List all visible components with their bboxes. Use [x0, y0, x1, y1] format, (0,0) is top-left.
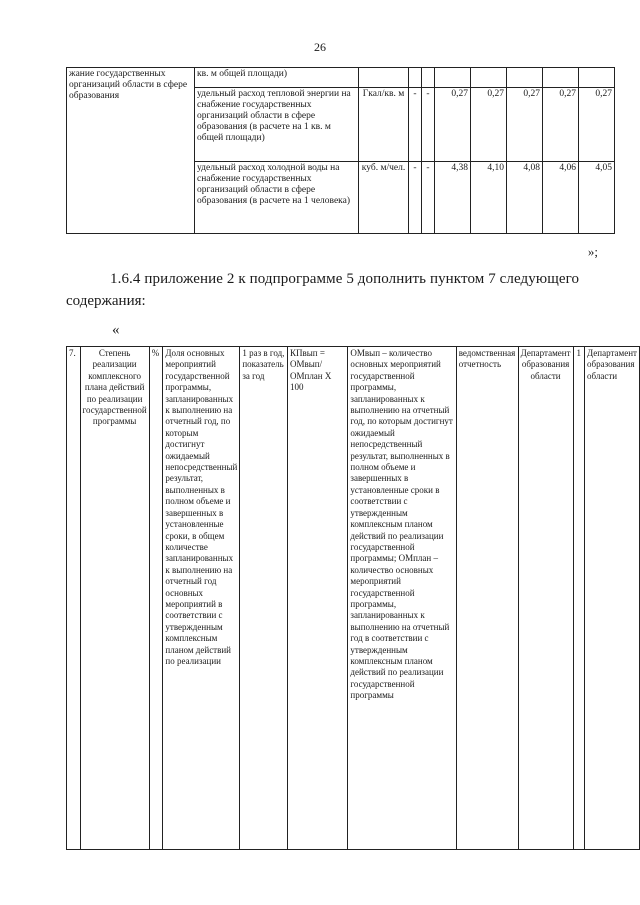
- value-cell: -: [422, 162, 435, 234]
- table-row-desc: удельный расход тепловой энергии на снабжение государственных организаций области в сфере образования (в расчете на 1 кв. м общей площади): [195, 88, 359, 162]
- row-number: 7.: [67, 347, 81, 850]
- indicator-source: ведомственная отчетность: [456, 347, 518, 850]
- row0-description: кв. м общей площади): [195, 68, 359, 88]
- value-cell: 4,08: [507, 162, 543, 234]
- indicators-table-top: [66, 67, 615, 234]
- table-row-unit: куб. м/чел.: [359, 162, 409, 234]
- page-number: 26: [314, 40, 326, 54]
- indicator-responsible-2: Департамент образования области: [585, 347, 640, 850]
- value-cell: 0,27: [543, 88, 579, 162]
- paragraph-text: 1.6.4 приложение 2 к подпрограмме 5 дополнить пунктом 7 следующего: [110, 271, 580, 287]
- value-cell: 4,05: [579, 162, 615, 234]
- first-column-cell: жание государственных организаций области в сфере образования: [67, 68, 195, 234]
- closing-quote: »;: [587, 244, 598, 259]
- value-cell: 0,27: [579, 88, 615, 162]
- indicator-col-number: 1: [573, 347, 585, 850]
- indicator-unit: %: [149, 347, 163, 850]
- indicator-explanation: ОМвып – количество основных мероприятий государственной программы, запланированных к выполнению на отчетный год, по которым достигнут ожидаемый непосредственный результат, выполненных в полном объеме и завершенных в установленные сроки в соответствии с утвержденным комплексным планом действий по реализации государственной программы; ОМплан – количество основных мероприятий государственной программы, запланированных к выполнению на отчетный год в соответствии с утвержденным комплексным планом действий по реализации государственной программы: [348, 347, 456, 850]
- value-cell: -: [409, 88, 422, 162]
- value-cell: -: [409, 162, 422, 234]
- value-cell: -: [422, 88, 435, 162]
- value-cell: 0,27: [507, 88, 543, 162]
- indicator-name: Степень реализации комплексного плана действий по реализации государственной программы: [80, 347, 149, 850]
- indicator-definition: Доля основных мероприятий государственной программы, запланированных к выполнению на отчетный год, по которым достигнут ожидаемый непосредственный результат, выполненных в полном объеме и завершенных в установленные сроки, в общем количестве запланированных к выполнению на отчетный год основных мероприятий в соответствии с утвержденным комплексным планом действий по реализации: [163, 347, 240, 850]
- value-cell: 4,10: [471, 162, 507, 234]
- opening-quote: «: [112, 322, 120, 338]
- table-row-desc: удельный расход холодной воды на снабжение государственных организаций области в сфере образования (в расчете на 1 человека): [195, 162, 359, 234]
- paragraph-text-continuation: содержания:: [66, 293, 146, 309]
- value-cell: 4,06: [543, 162, 579, 234]
- value-cell: 0,27: [471, 88, 507, 162]
- table-row-unit: Гкал/кв. м: [359, 88, 409, 162]
- indicator-formula: КПвып = ОМвып/ ОМплан X 100: [288, 347, 348, 850]
- value-cell: 0,27: [435, 88, 471, 162]
- indicators-table-bottom: [66, 346, 640, 850]
- indicator-frequency: 1 раз в год, показатель за год: [240, 347, 288, 850]
- indicator-responsible: Департамент образования области: [518, 347, 573, 850]
- value-cell: 4,38: [435, 162, 471, 234]
